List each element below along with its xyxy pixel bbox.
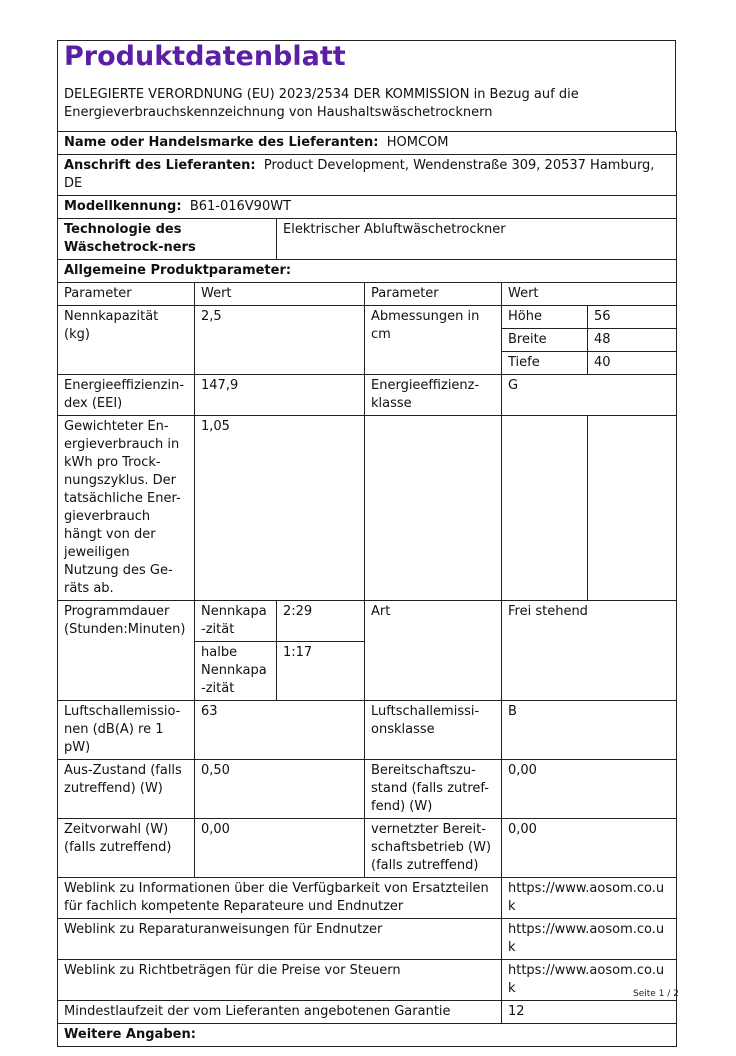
dimensions-label: Abmessungen in cm [365, 306, 502, 375]
supplier-address-label: Anschrift des Lieferanten: [64, 158, 256, 173]
warranty-label: Mindestlaufzeit der vom Lieferanten angebotenen Garantie [58, 1001, 502, 1024]
width-value: 48 [588, 329, 677, 352]
table-row [58, 155, 677, 196]
column-header-parameter: Parameter [365, 283, 502, 306]
general-parameters-heading: Allgemeine Produktparameter: [58, 260, 677, 283]
warranty-value: 12 [502, 1001, 677, 1024]
height-label: Höhe [502, 306, 588, 329]
duration-full-value: 2:29 [277, 601, 365, 642]
table-row [58, 132, 677, 155]
consumption-label: Gewichteter En-ergieverbrauch in kWh pro Trock-nungszyklus. Der tatsächliche Ener-gieverbrauch hängt von der jeweiligen Nutzung des Ge-räts ab. [58, 416, 195, 601]
noise-class-value: B [502, 701, 677, 760]
depth-value: 40 [588, 352, 677, 375]
table-row [58, 601, 677, 642]
frame-left [57, 40, 58, 132]
spare-parts-label: Weblink zu Informationen über die Verfügbarkeit von Ersatzteilen für fachlich kompetente Reparateure und Endnutzer [58, 878, 502, 919]
table-row [58, 819, 677, 878]
supplier-name-value: HOMCOM [386, 135, 449, 150]
column-header-value: Wert [502, 283, 677, 306]
eei-value: 147,9 [195, 375, 365, 416]
supplier-name-cell [58, 132, 677, 155]
frame-right [675, 40, 676, 132]
standby-value: 0,00 [502, 760, 677, 819]
capacity-value: 2,5 [195, 306, 365, 375]
column-header-parameter: Parameter [58, 283, 195, 306]
technology-value: Elektrischer Abluftwäschetrockner [277, 219, 677, 260]
spare-parts-link[interactable]: https://www.aosom.co.uk [502, 878, 677, 919]
depth-label: Tiefe [502, 352, 588, 375]
height-value: 56 [588, 306, 677, 329]
delay-start-value: 0,00 [195, 819, 365, 878]
delay-start-label: Zeitvorwahl (W) (falls zutreffend) [58, 819, 195, 878]
price-guide-label: Weblink zu Richtbeträgen für die Preise vor Steuern [58, 960, 502, 1001]
supplier-address-cell [58, 155, 677, 196]
page-number: Seite 1 / 2 [633, 989, 679, 999]
duration-full-label: Nennkapa-zität [195, 601, 277, 642]
price-guide-link[interactable]: https://www.aosom.co.uk [502, 960, 677, 1001]
table-row [58, 306, 677, 329]
networked-standby-label: vernetzter Bereit-schaftsbetrieb (W) (falls zutreffend) [365, 819, 502, 878]
technology-label: Technologie des Wäschetrock-ners [58, 219, 277, 260]
product-data-table [57, 131, 677, 1047]
further-info-heading: Weitere Angaben: [58, 1024, 677, 1047]
model-value: B61-016V90WT [189, 199, 292, 214]
table-row [58, 196, 677, 219]
noise-label: Luftschallemissio-nen (dB(A) re 1 pW) [58, 701, 195, 760]
networked-standby-value: 0,00 [502, 819, 677, 878]
table-row [58, 919, 677, 960]
consumption-value: 1,05 [195, 416, 365, 601]
model-cell [58, 196, 677, 219]
duration-label: Programmdauer (Stunden:Minuten) [58, 601, 195, 701]
regulation-subtitle: DELEGIERTE VERORDNUNG (EU) 2023/2534 DER KOMMISSION in Bezug auf die Energieverbrauchskennzeichnung von Haushaltswäschetrocknern [64, 87, 579, 120]
table-row [58, 219, 677, 260]
eei-label: Energieeffizienzin-dex (EEI) [58, 375, 195, 416]
table-row [58, 375, 677, 416]
energy-class-label: Energieeffizienz-klasse [365, 375, 502, 416]
table-row [58, 1024, 677, 1047]
standby-label: Bereitschaftszu-stand (falls zutref-fend) (W) [365, 760, 502, 819]
off-mode-label: Aus-Zustand (falls zutreffend) (W) [58, 760, 195, 819]
type-label: Art [365, 601, 502, 701]
table-row [58, 416, 677, 601]
empty-cell [502, 416, 588, 601]
noise-value: 63 [195, 701, 365, 760]
model-label: Modellkennung: [64, 199, 182, 214]
table-row [58, 701, 677, 760]
duration-half-label: halbe Nennkapa-zität [195, 642, 277, 701]
empty-cell [588, 416, 677, 601]
column-header-value: Wert [195, 283, 365, 306]
type-value: Frei stehend [502, 601, 677, 701]
table-row [58, 1001, 677, 1024]
empty-cell [365, 416, 502, 601]
duration-half-value: 1:17 [277, 642, 365, 701]
table-row [58, 960, 677, 1001]
table-row [58, 760, 677, 819]
noise-class-label: Luftschallemissi-onsklasse [365, 701, 502, 760]
repair-instructions-link[interactable]: https://www.aosom.co.uk [502, 919, 677, 960]
table-row [58, 260, 677, 283]
energy-class-value: G [502, 375, 677, 416]
repair-instructions-label: Weblink zu Reparaturanweisungen für Endnutzer [58, 919, 502, 960]
capacity-label: Nennkapazität (kg) [58, 306, 195, 375]
page-title: Produktdatenblatt [64, 41, 346, 72]
table-row [58, 283, 677, 306]
supplier-address-value: Product Development, Wendenstraße 309, 20537 Hamburg, DE [64, 158, 655, 191]
table-row [58, 878, 677, 919]
off-mode-value: 0,50 [195, 760, 365, 819]
supplier-name-label: Name oder Handelsmarke des Lieferanten: [64, 135, 379, 150]
width-label: Breite [502, 329, 588, 352]
